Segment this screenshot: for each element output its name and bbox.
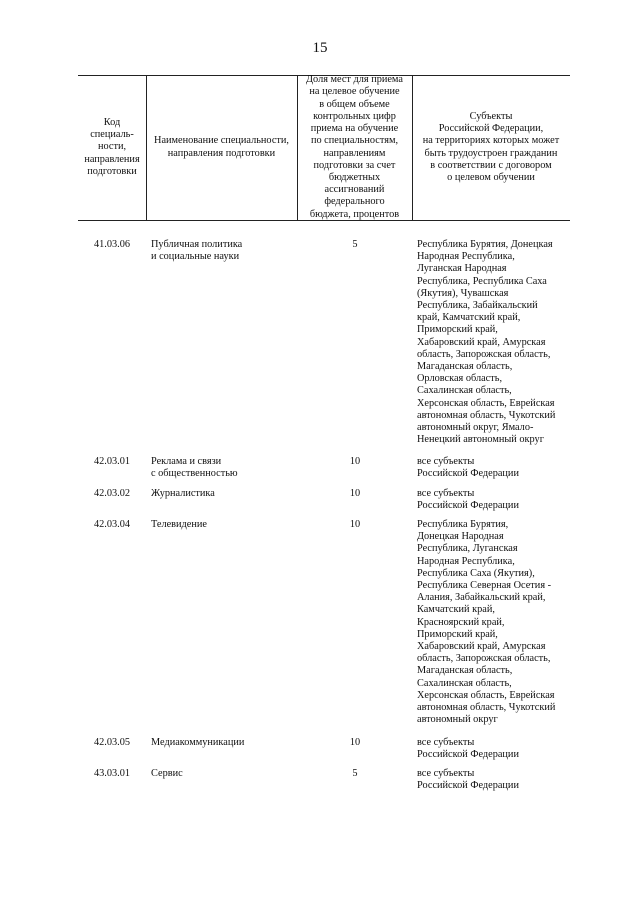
cell-share: 10 [349,456,361,467]
cell-share: 10 [349,488,361,499]
cell-code: 41.03.06 [93,239,131,250]
cell-code: 42.03.02 [93,488,131,499]
header-subjects: Субъекты Российской Федерации, на территориях которых может быть трудоустроен гражданин в соответствии с договором о целевом обучении [422,110,560,183]
cell-name: Телевидение [151,519,207,530]
cell-subjects: Республика Бурятия, Донецкая Народная Республика, Луганская Народная Республика, Республика Саха (Якутия), Республика Северная Осетия - Алания, Забайкальский край, Камчатский край, Красноярский край, Приморский край, Хабаровский край, Амурская область, Запорожская область, Магаданская область, Сахалинская область, Херсонская область, Еврейская автономная область, Чукотский автономный округ [417,519,556,726]
cell-share: 5 [352,239,358,250]
cell-name: Медиакоммуникации [151,737,245,748]
cell-subjects: Республика Бурятия, Донецкая Народная Республика, Луганская Народная Республика, Республика Саха (Якутия), Чувашская Республика, Забайкальский край, Камчатский край, Приморский край, Хабаровский край, Амурская область, Запорожская область, Магаданская область, Орловская область, Сахалинская область, Херсонская область, Еврейская автономная область, Чукотский автономный округ, Ямало- Ненецкий автономный округ [417,239,556,446]
cell-name: Журналистика [151,488,215,499]
cell-subjects: все субъекты Российской Федерации [417,737,519,761]
cell-code: 42.03.04 [93,519,131,530]
cell-subjects: все субъекты Российской Федерации [417,768,519,792]
cell-share: 10 [349,519,361,530]
header-share: Доля мест для приема на целевое обучение в общем объеме контрольных цифр приема на обучение по специальностям, направлениям подготовки за счет бюджетных ассигнований федерального бюджета, процентов [306,74,403,220]
cell-name: Реклама и связи с общественностью [151,456,238,480]
cell-subjects: все субъекты Российской Федерации [417,488,519,512]
cell-code: 42.03.05 [93,737,131,748]
header-name: Наименование специальности, направления подготовки [154,135,289,159]
cell-share: 5 [352,768,358,779]
cell-subjects: все субъекты Российской Федерации [417,456,519,480]
page-number: 15 [312,40,328,56]
cell-share: 10 [349,737,361,748]
cell-name: Сервис [151,768,183,779]
cell-code: 43.03.01 [93,768,131,779]
cell-code: 42.03.01 [93,456,131,467]
cell-name: Публичная политика и социальные науки [151,239,243,263]
header-code: Код специаль- ности, направления подготовки [84,116,140,177]
